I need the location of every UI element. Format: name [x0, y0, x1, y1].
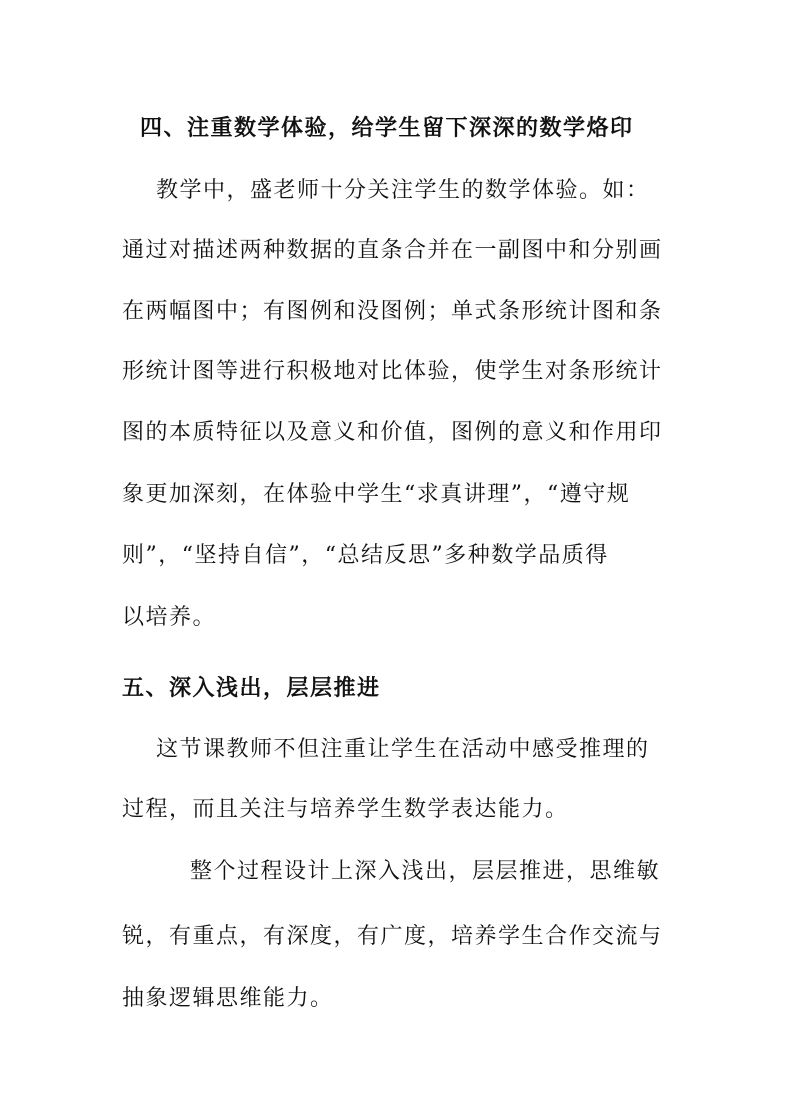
section-5-paragraph-line: 这节课教师不但注重让学生在活动中感受推理的: [156, 737, 650, 762]
section-4-paragraph-line: 象更加深刻，在体验中学生“求真讲理”，“遵守规: [122, 482, 631, 507]
section-4-heading: 四、注重数学体验，给学生留下深深的数学烙印: [140, 116, 634, 141]
section-4-paragraph-line: 形统计图等进行积极地对比体验，使学生对条形统计: [122, 359, 663, 384]
section-5-paragraph-line: 整个过程设计上深入浅出，层层推进，思维敏: [190, 859, 661, 884]
section-4-paragraph-line: 在两幅图中；有图例和没图例；单式条形统计图和条: [122, 299, 663, 324]
section-4-paragraph-line: 通过对描述两种数据的直条合并在一副图中和分别画: [122, 238, 663, 263]
section-5-paragraph-line: 锐，有重点，有深度，有广度，培养学生合作交流与: [122, 924, 663, 949]
section-4-paragraph-line: 则”，“坚持自信”，“总结反思”多种数学品质得: [122, 543, 609, 568]
section-4-paragraph-line: 以培养。: [122, 605, 217, 630]
section-5-paragraph-line: 过程，而且关注与培养学生数学表达能力。: [122, 797, 569, 822]
section-4-paragraph-line: 教学中，盛老师十分关注学生的数学体验。如：: [156, 178, 650, 203]
section-4-paragraph-line: 图的本质特征以及意义和价值，图例的意义和作用印: [122, 420, 663, 445]
section-5-paragraph-line: 抽象逻辑思维能力。: [122, 986, 334, 1011]
section-5-heading: 五、深入浅出，层层推进: [122, 676, 381, 701]
